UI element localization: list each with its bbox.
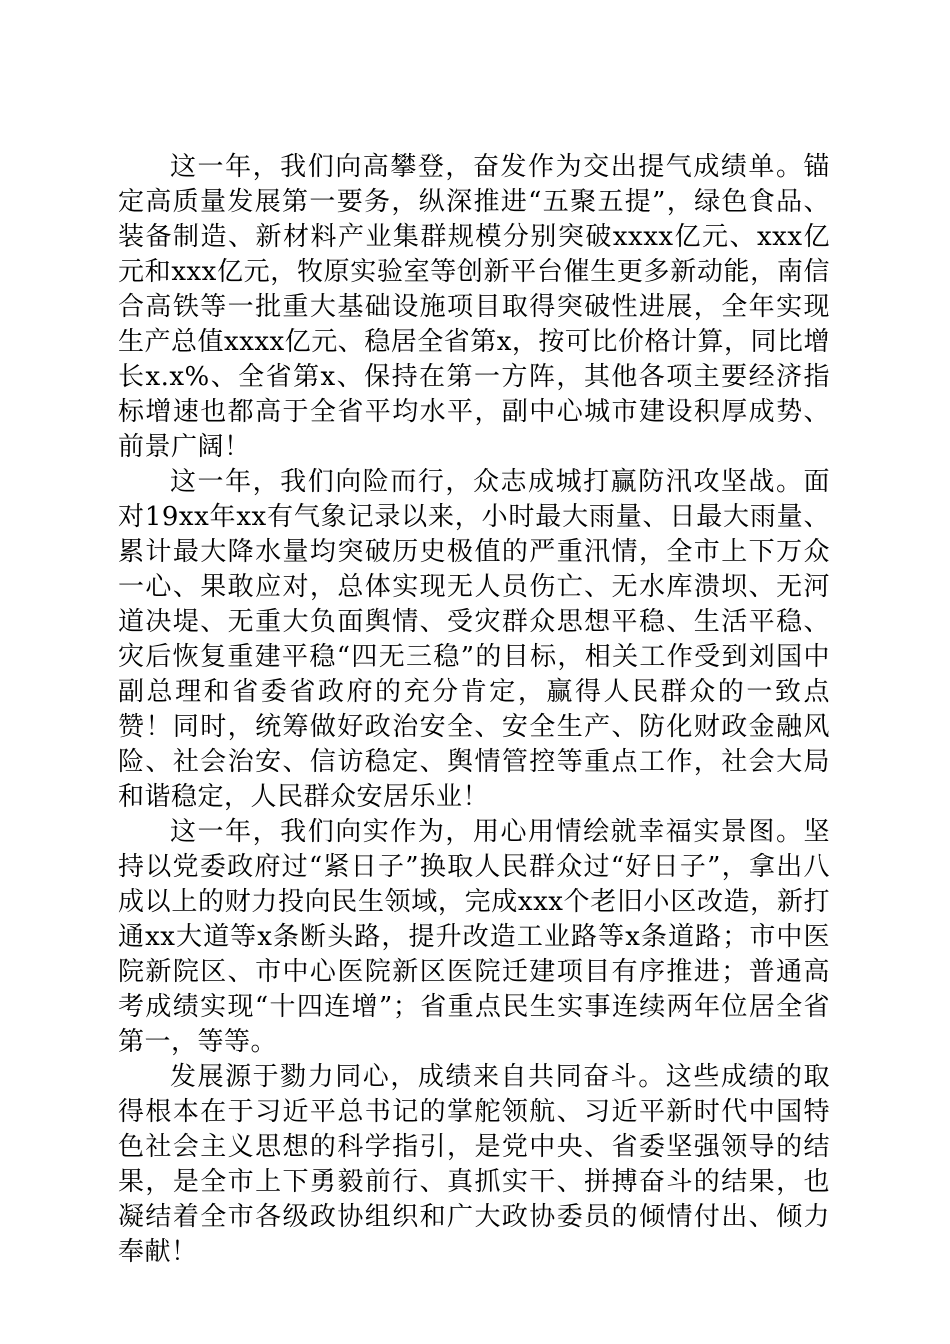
paragraph-livelihood: 这一年，我们向实作为，用心用情绘就幸福实景图。坚持以党委政府过“紧日子”换取人民群众过“好日子”，拿出八成以上的财力投向民生领域，完成xxx个老旧小区改造，新打通xx大道等x条断头路，提升改造工业路等x条道路；市中医院新院区、市中心医院新区医院迁建项目有序推进；普通高考成绩实现“十四连增”；省重点民生实事连续两年位居全省第一，等等。 [118,817,830,1057]
paragraph-achievement-economy: 这一年，我们向高攀登，奋发作为交出提气成绩单。锚定高质量发展第一要务，纵深推进“五聚五提”，绿色食品、装备制造、新材料产业集群规模分别突破xxxx亿元、xxx亿元和xxx亿元，牧原实验室等创新平台催生更多新动能，南信合高铁等一批重大基础设施项目取得突破性进展，全年实现生产总值xxxx亿元、稳居全省第x，按可比价格计算，同比增长x.x%、全省第x、保持在第一方阵，其他各项主要经济指标增速也都高于全省平均水平，副中心城市建设积厚成势、前景广阔！ [118,152,830,462]
document-body [118,150,830,1270]
paragraph-flood-control: 这一年，我们向险而行，众志成城打赢防汛攻坚战。面对19xx年xx有气象记录以来，小时最大雨量、日最大雨量、累计最大降水量均突破历史极值的严重汛情，全市上下万众一心、果敢应对，总体实现无人员伤亡、无水库溃坝、无河道决堤、无重大负面舆情、受灾群众思想平稳、生活平稳、灾后恢复重建平稳“四无三稳”的目标，相关工作受到刘国中副总理和省委省政府的充分肯定，赢得人民群众的一致点赞！同时，统筹做好政治安全、安全生产、防化财政金融风险、社会治安、信访稳定、舆情管控等重点工作，社会大局和谐稳定，人民群众安居乐业！ [118,467,830,812]
paragraph-conclusion: 发展源于勠力同心，成绩来自共同奋斗。这些成绩的取得根本在于习近平总书记的掌舵领航、习近平新时代中国特色社会主义思想的科学指引，是党中央、省委坚强领导的结果，是全市上下勇毅前行、真抓实干、拼搏奋斗的结果，也凝结着全市各级政协组织和广大政协委员的倾情付出、倾力奉献！ [118,1062,830,1267]
